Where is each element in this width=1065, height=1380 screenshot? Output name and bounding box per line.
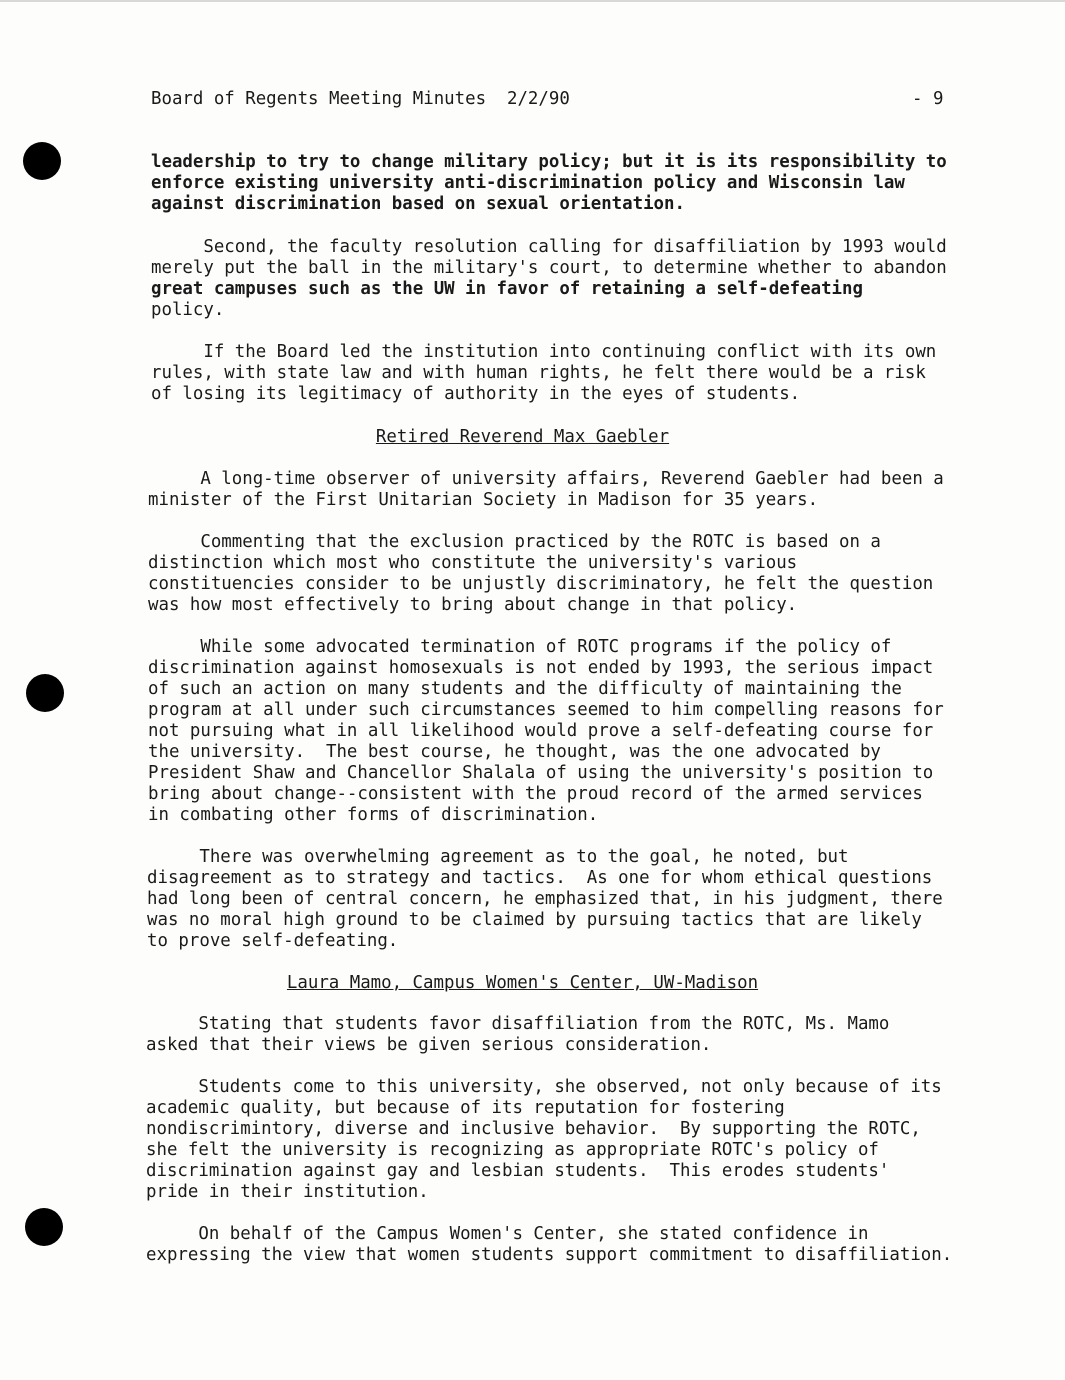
- p3-line-2: rules, with state law and with human rights, he felt there would be a risk: [151, 363, 926, 383]
- p9-line-5: discrimination against gay and lesbian students. This erodes students': [146, 1161, 890, 1181]
- heading-gaebler-text: Retired Reverend Max Gaebler: [375, 427, 670, 447]
- section-heading-mamo: [0, 973, 1055, 994]
- p2-line-1: Second, the faculty resolution calling for disaffiliation by 1993 would: [151, 237, 947, 257]
- p5-line-4: was how most effectively to bring about change in that policy.: [148, 595, 798, 615]
- p4-line-2: minister of the First Unitarian Society in Madison for 35 years.: [148, 490, 819, 510]
- page-number: - 9: [912, 89, 944, 109]
- p4-line-1: A long-time observer of university affairs, Reverend Gaebler had been a: [148, 469, 944, 489]
- punch-hole-top: [23, 142, 61, 180]
- p6-line-4: program at all under such circumstances seemed to him compelling reasons for: [148, 700, 944, 720]
- p1-line-2: enforce existing university anti-discrimination policy and Wisconsin law: [151, 173, 905, 193]
- p6-line-2: discrimination against homosexuals is not ended by 1993, the serious impact: [148, 658, 934, 678]
- p10-line-1: On behalf of the Campus Women's Center, she stated confidence in: [146, 1224, 869, 1244]
- p3-line-1: If the Board led the institution into continuing conflict with its own: [151, 342, 937, 362]
- p7-line-5: to prove self-defeating.: [147, 931, 399, 951]
- scan-edge: [0, 0, 1065, 2]
- p6-line-5: not pursuing what in all likelihood would prove a self-defeating course for: [148, 721, 934, 741]
- p9-line-4: she felt the university is recognizing as appropriate ROTC's policy of: [146, 1140, 879, 1160]
- p5-line-3: constituencies consider to be unjustly discriminatory, he felt the question: [148, 574, 934, 594]
- p6-line-8: bring about change--consistent with the proud record of the armed services: [148, 784, 923, 804]
- p2-line-2: merely put the ball in the military's court, to determine whether to abandon: [151, 258, 947, 278]
- section-heading-gaebler: [0, 427, 1055, 448]
- punch-hole-bottom: [25, 1208, 63, 1246]
- p7-line-1: There was overwhelming agreement as to the goal, he noted, but: [147, 847, 849, 867]
- header-title: Board of Regents Meeting Minutes 2/2/90: [151, 89, 570, 109]
- p8-line-2: asked that their views be given serious consideration.: [146, 1035, 712, 1055]
- heading-mamo-text: Laura Mamo, Campus Women's Center, UW-Madison: [286, 973, 759, 993]
- p6-line-6: the university. The best course, he thought, was the one advocated by: [148, 742, 881, 762]
- p8-line-1: Stating that students favor disaffiliation from the ROTC, Ms. Mamo: [146, 1014, 890, 1034]
- p9-line-2: academic quality, but because of its reputation for fostering: [146, 1098, 785, 1118]
- p2-line-3: great campuses such as the UW in favor of retaining a self-defeating: [151, 279, 863, 299]
- p3-line-3: of losing its legitimacy of authority in the eyes of students.: [151, 384, 801, 404]
- p6-line-1: While some advocated termination of ROTC programs if the policy of: [148, 637, 892, 657]
- p5-line-1: Commenting that the exclusion practiced by the ROTC is based on a: [148, 532, 881, 552]
- p1-line-3: against discrimination based on sexual orientation.: [151, 194, 685, 214]
- p5-line-2: distinction which most who constitute the university's various: [148, 553, 798, 573]
- p6-line-7: President Shaw and Chancellor Shalala of using the university's position to: [148, 763, 934, 783]
- p7-line-4: was no moral high ground to be claimed by pursuing tactics that are likely: [147, 910, 922, 930]
- p1-line-1: leadership to try to change military policy; but it is its responsibility to: [151, 152, 947, 172]
- p7-line-2: disagreement as to strategy and tactics. As one for whom ethical questions: [147, 868, 933, 888]
- p6-line-9: in combating other forms of discrimination.: [148, 805, 599, 825]
- p9-line-3: nondiscrimintory, diverse and inclusive behavior. By supporting the ROTC,: [146, 1119, 921, 1139]
- punch-hole-middle: [26, 674, 64, 712]
- p9-line-1: Students come to this university, she observed, not only because of its: [146, 1077, 942, 1097]
- p10-line-2: expressing the view that women students support commitment to disaffiliation.: [146, 1245, 953, 1265]
- p2-line-4: policy.: [151, 300, 225, 320]
- p7-line-3: had long been of central concern, he emphasized that, in his judgment, there: [147, 889, 943, 909]
- p6-line-3: of such an action on many students and the difficulty of maintaining the: [148, 679, 902, 699]
- p9-line-6: pride in their institution.: [146, 1182, 429, 1202]
